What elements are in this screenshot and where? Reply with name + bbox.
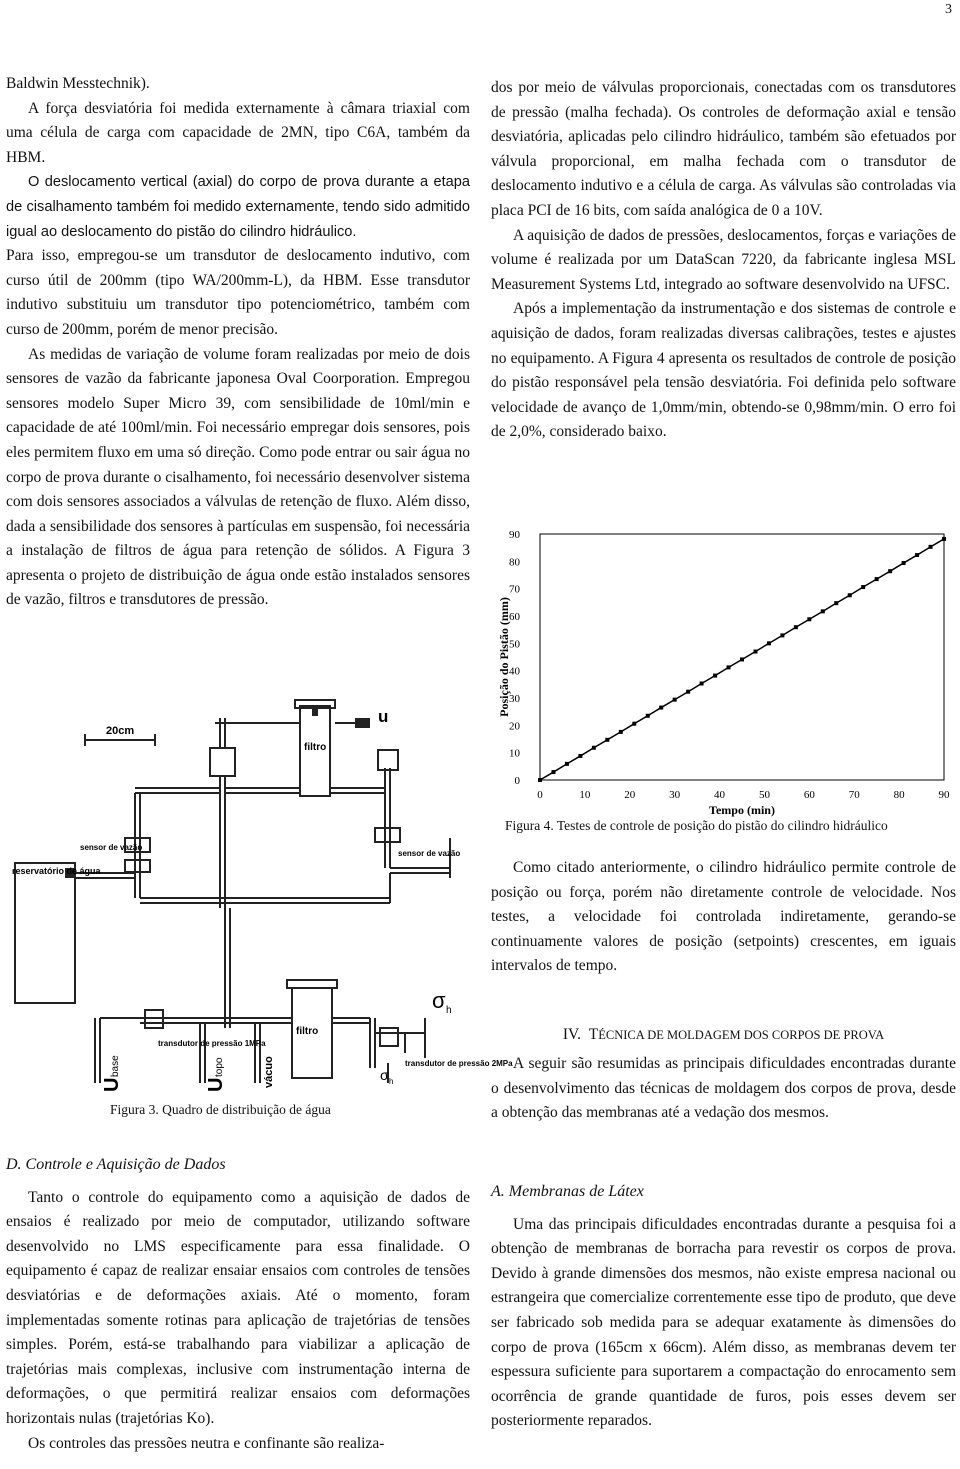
left-column — [6, 72, 470, 613]
paragraph: A aquisição de dados de pressões, deslocamentos, forças e variações de volume é realizada por um DataScan 7220, da fabricante inglesa MSL Measurement Systems Ltd, integrado ao software desenvolvido na UFSC. — [491, 226, 956, 293]
data-point — [848, 593, 852, 597]
sigma-h-subscript: h — [446, 1005, 452, 1016]
data-point — [565, 762, 569, 766]
y-tick-label: 0 — [514, 775, 520, 787]
data-point — [713, 674, 717, 678]
data-point — [646, 714, 650, 718]
sigma-h-label: σ — [432, 988, 446, 1013]
y-tick-label: 80 — [509, 556, 520, 569]
paragraph: A força desviatória foi medida externamente à câmara triaxial com uma célula de carga com capacidade de 2MN, tipo C6A, também da HBM. — [6, 99, 470, 166]
scale-label: 20cm — [106, 725, 135, 737]
reservatorio-label: reservatório de água — [12, 866, 101, 876]
sigma-h2-label: σ — [380, 1067, 389, 1083]
data-point — [551, 770, 555, 774]
u-label: u — [378, 707, 389, 726]
section-iv-heading — [491, 1026, 956, 1044]
data-point — [942, 537, 946, 541]
x-tick-label: 0 — [537, 789, 543, 801]
transdutor-2mpa-label: transdutor de pressão 2MPa — [405, 1059, 513, 1068]
right-column-mid — [491, 856, 956, 979]
data-point — [632, 722, 636, 726]
transdutor-1mpa-label: transdutor de pressão 1MPa — [158, 1039, 266, 1048]
section-iv-number: IV. — [562, 1026, 582, 1043]
data-point — [767, 641, 771, 645]
sigma-h2-subscript: h — [389, 1077, 394, 1086]
data-point — [538, 778, 542, 782]
water-distribution-diagram — [10, 688, 513, 1098]
data-point — [740, 657, 744, 661]
paragraph: dos por meio de válvulas proporcionais, conectadas com os transdutores de pressão (malha fechada). Os controles de deformação axial e tensão desviatória, aplicadas pelo cilindro hidráulico, também são efetuados por válvula proporcional, em malha fechada com o transdutor de deslocamento indutivo e a célula de carga. As válvulas são controladas via placa PCI de 16 bits, com saída analógica de 0 a 10V. — [491, 79, 956, 219]
data-point — [888, 569, 892, 573]
data-point — [727, 665, 731, 669]
data-point — [875, 577, 879, 581]
data-point — [753, 650, 757, 654]
paragraph: Baldwin Messtechnik). — [6, 75, 150, 92]
y-tick-label: 20 — [509, 720, 520, 733]
sensor-left-label: sensor de vazão — [80, 843, 143, 852]
section-d — [6, 1153, 470, 1456]
y-tick-label: 60 — [509, 611, 520, 623]
vacuo-label: vácuo — [263, 1056, 275, 1088]
filtro-top-label: filtro — [304, 742, 327, 753]
section-iv-title-first: T — [588, 1026, 599, 1043]
x-tick-label: 30 — [669, 789, 681, 801]
u-base-subscript: base — [110, 1055, 121, 1077]
right-column-top — [491, 76, 956, 445]
x-tick-label: 80 — [893, 789, 905, 801]
paragraph: A seguir são resumidas as principais dificuldades encontradas durante o desenvolvimento das técnicas de moldagem dos corpos de prova, desde a obtenção das membranas até a vedação dos mesmos. — [491, 1055, 956, 1122]
data-point — [821, 609, 825, 613]
data-point — [929, 545, 933, 549]
data-point — [659, 706, 663, 710]
u-topo-subscript: topo — [214, 1057, 225, 1077]
data-point — [700, 682, 704, 686]
page-number: 3 — [945, 2, 952, 17]
filtro-bottom-label: filtro — [296, 1026, 319, 1037]
data-point — [794, 625, 798, 629]
y-tick-label: 70 — [509, 583, 520, 596]
x-tick-label: 60 — [803, 789, 815, 801]
paragraph: Tanto o controle do equipamento como a aquisição de dados de ensaios é realizado por meio de computador, utilizando software desenvolvido no LMS especificamente para essa finalidade. O equipamento é capaz de realizar ensaiar ensaios com controles de tensões desviatórias e de deformações axiais. Até o momento, foram implementadas somente rotinas para aplicação de trajetórias de tensões simples. Porém, está-se trabalhando para viabilizar a aplicação de trajetórias mais complexas, inclusive com instrumentação interna de deformações, o que permitirá realizar ensaios com deformações horizontais nulas (trajetórias Ko). — [6, 1188, 470, 1427]
section-a — [491, 1180, 956, 1434]
x-tick-label: 90 — [938, 789, 950, 801]
sensor-right-label: sensor de vazão — [398, 849, 461, 858]
paragraph: Os controles das pressões neutra e confinante são realiza- — [28, 1434, 385, 1452]
data-point — [686, 690, 690, 694]
x-tick-label: 20 — [624, 789, 636, 801]
paragraph: Após a implementação da instrumentação e dos sistemas de controle e aquisição de dados, foram realizadas diversas calibrações, testes e ajustes no equipamento. A Figura 4 apresenta os resultados de controle de posição do pistão responsável pela tensão desviatória. Foi definida pelo software velocidade de avanço de 1,0mm/min, obtendo-se 0,98mm/min. O erro foi de 2,0%, considerado baixo. — [491, 300, 956, 441]
paragraph: Como citado anteriormente, o cilindro hidráulico permite controle de posição ou força, porém não diretamente controle de velocidade. Nos testes, a velocidade foi controlada indiretamente, gerando-se continuamente valores de posição (setpoints) crescentes, em iguais intervalos de tempo. — [491, 859, 956, 975]
data-point — [902, 561, 906, 565]
y-tick-label: 40 — [509, 665, 520, 678]
x-tick-label: 70 — [848, 789, 860, 801]
y-axis-label: Posição do Pistão (mm) — [497, 597, 511, 717]
data-point — [780, 633, 784, 637]
paragraph: Para isso, empregou-se um transdutor de deslocamento indutivo, com curso útil de 200mm (tipo WA/200mm-L), da HBM. Esse transdutor indutivo substituiu um transdutor tipo potenciométrico, também com curso de 200mm, porém de menor precisão. — [6, 247, 470, 338]
u-base-label: U — [101, 1077, 123, 1092]
data-point — [834, 601, 838, 605]
data-point — [605, 738, 609, 742]
section-iv-title: ÉCNICA DE MOLDAGEM DOS CORPOS DE PROVA — [598, 1028, 885, 1042]
section-a-heading: A. Membranas de Látex — [491, 1183, 644, 1200]
y-tick-label: 30 — [509, 693, 520, 705]
paragraph: Uma das principais dificuldades encontradas durante a pesquisa foi a obtenção de membranas de borracha para revestir os corpos de prova. Devido à grande dimensões dos mesmos, não existe empresa nacional ou estrangeira que comercialize correntemente esse tipo de produto, que deve ser fabricado sob medida para se adequar exatamente às dimensões do corpo de prova (165cm x 66cm). Além disso, as membranas devem ter espessura suficiente para suportarem a compactação do enrocamento sem ocorrência de grande quantidade de furos, pois esses devem ser posteriormente reparados. — [491, 1215, 956, 1430]
data-point — [673, 698, 677, 702]
piston-position-chart — [494, 518, 958, 818]
y-tick-label: 90 — [509, 529, 520, 541]
data-point — [915, 553, 919, 557]
paragraph: As medidas de variação de volume foram realizadas por meio de dois sensores de vazão da fabricante japonesa Oval Coorporation. Empregou sensores modelo Super Micro 39, com sensibilidade de 10ml/min e capacidade de até 100ml/min. Foi necessário empregar dois sensores, pois eles permitem fluxo em uma só direção. Como pode entrar ou sair água no corpo de prova durante o cisalhamento, foi necessário desenvolver sistema com dois sensores associados a válvulas de retenção de fluxo. Além disso, dada a sensibilidade dos sensores à partículas em suspensão, foi necessária a instalação de filtros de água para retenção de sólidos. A Figura 3 apresenta o projeto de distribuição de água onde estão instalados sensores de vazão, filtros e transdutores de pressão. — [6, 345, 470, 609]
paragraph: O deslocamento vertical (axial) do corpo de prova durante a etapa de cisalhamento também foi medido externamente, tendo sido admitido igual ao deslocamento do pistão do cilindro hidráulico. — [6, 174, 470, 240]
x-tick-label: 50 — [758, 789, 770, 801]
x-axis-label: Tempo (min) — [709, 803, 775, 817]
section-d-heading: D. Controle e Aquisição de Dados — [6, 1156, 226, 1173]
x-tick-label: 40 — [714, 789, 726, 801]
data-point — [861, 585, 865, 589]
figure4-caption: Figura 4. Testes de controle de posição do pistão do cilindro hidráulico — [505, 818, 888, 833]
data-point — [592, 746, 596, 750]
data-point — [807, 617, 811, 621]
u-topo-label: U — [205, 1077, 227, 1092]
x-tick-label: 10 — [579, 789, 591, 801]
data-point — [619, 730, 623, 734]
section-iv-body — [491, 1052, 956, 1126]
data-point — [578, 754, 582, 758]
y-tick-label: 50 — [509, 638, 520, 651]
figure3-caption: Figura 3. Quadro de distribuição de água — [110, 1102, 331, 1117]
y-tick-label: 10 — [509, 747, 520, 760]
